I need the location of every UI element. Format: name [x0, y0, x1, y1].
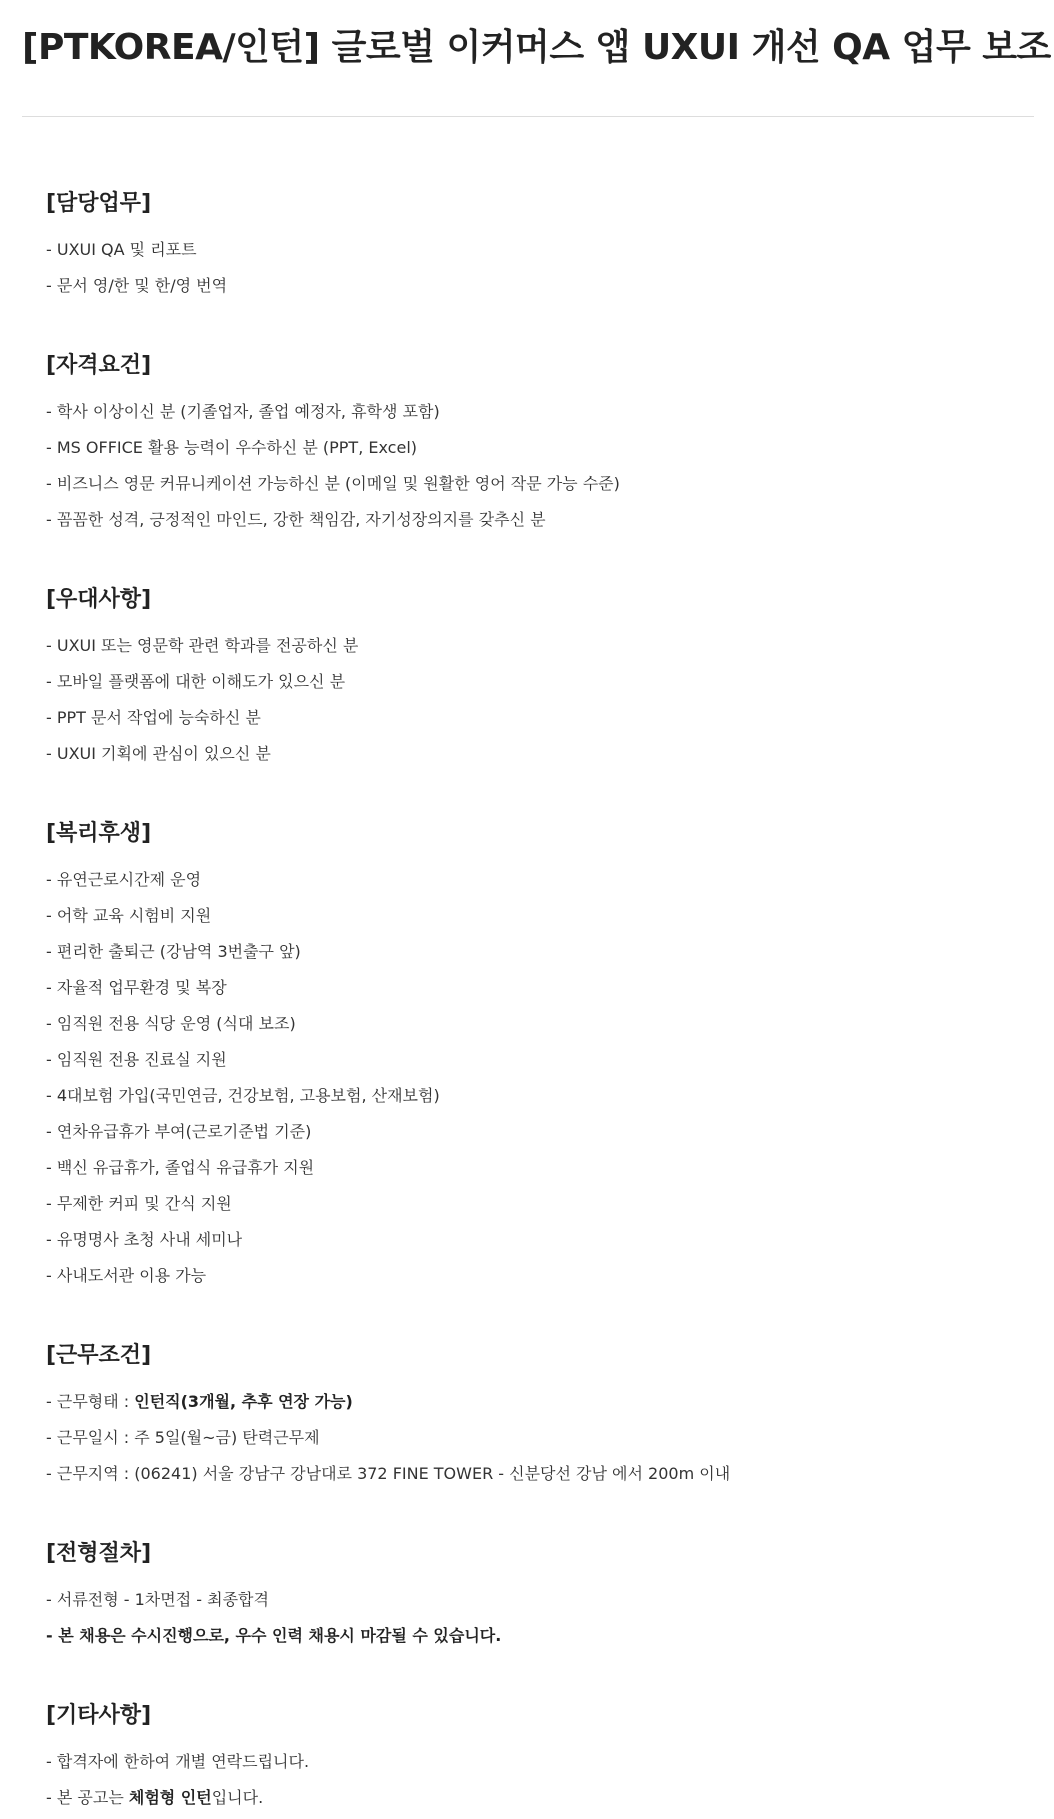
work-type-label: - 근무형태 : — [46, 1392, 135, 1411]
section-etc — [46, 1688, 1026, 1816]
list-item: - 꼼꼼한 성격, 긍정적인 마인드, 강한 책임감, 자기성장의지를 갖추신 분 — [46, 510, 546, 529]
list-item: - 편리한 출퇴근 (강남역 3번출구 앞) — [46, 942, 301, 961]
job-description — [46, 176, 1026, 1816]
section-heading: [근무조건] — [46, 1343, 152, 1368]
title-divider — [22, 116, 1034, 117]
list-item-intern-notice — [46, 1780, 1026, 1816]
section-preferences — [46, 572, 1026, 772]
list-item: - 무제한 커피 및 간식 지원 — [46, 1194, 232, 1213]
list-item-contact: - 합격자에 한하여 개별 연락드립니다. — [46, 1752, 310, 1771]
list-item: - 백신 유급휴가, 졸업식 유급휴가 지원 — [46, 1158, 315, 1177]
list-item: - 비즈니스 영문 커뮤니케이션 가능하신 분 (이메일 및 원활한 영어 작문 가능 수준) — [46, 474, 620, 493]
list-item: - UXUI QA 및 리포트 — [46, 240, 197, 259]
list-item: - 사내도서관 이용 가능 — [46, 1266, 207, 1285]
section-duties — [46, 176, 1026, 304]
list-item: - 문서 영/한 및 한/영 번역 — [46, 276, 228, 295]
list-item-process-notice: - 본 채용은 수시진행으로, 우수 인력 채용시 마감될 수 있습니다. — [46, 1626, 502, 1645]
section-heading: [기타사항] — [46, 1703, 152, 1728]
list-item: - 유명명사 초청 사내 세미나 — [46, 1230, 243, 1249]
qualifications-list — [46, 394, 1026, 538]
section-heading: [우대사항] — [46, 587, 152, 612]
list-item: - MS OFFICE 활용 능력이 우수하신 분 (PPT, Excel) — [46, 438, 418, 457]
intern-notice-prefix: - 본 공고는 — [46, 1788, 129, 1807]
page-title: [PTKOREA/인턴] 글로벌 이커머스 앱 UXUI 개선 QA 업무 보조 — [22, 27, 1051, 68]
section-benefits — [46, 806, 1026, 1294]
list-item: - 임직원 전용 진료실 지원 — [46, 1050, 227, 1069]
section-qualifications — [46, 338, 1026, 538]
list-item: - 학사 이상이신 분 (기졸업자, 졸업 예정자, 휴학생 포함) — [46, 402, 440, 421]
list-item: - PPT 문서 작업에 능숙하신 분 — [46, 708, 261, 727]
list-item-process-steps: - 서류전형 - 1차면접 - 최종합격 — [46, 1590, 269, 1609]
list-item-work-type — [46, 1384, 1026, 1420]
list-item: - UXUI 기획에 관심이 있으신 분 — [46, 744, 271, 763]
work-type-value: 인턴직(3개월, 추후 연장 가능) — [134, 1392, 353, 1411]
process-list — [46, 1582, 1026, 1654]
section-heading: [전형절차] — [46, 1541, 152, 1566]
duties-list — [46, 232, 1026, 304]
intern-notice-suffix: 입니다. — [211, 1788, 264, 1807]
list-item: - 어학 교육 시험비 지원 — [46, 906, 212, 925]
list-item: - 자율적 업무환경 및 복장 — [46, 978, 227, 997]
preferences-list — [46, 628, 1026, 772]
list-item: - 모바일 플랫폼에 대한 이해도가 있으신 분 — [46, 672, 346, 691]
list-item-work-location: - 근무지역 : (06241) 서울 강남구 강남대로 372 FINE TOWER - 신분당선 강남 에서 200m 이내 — [46, 1464, 731, 1483]
work-conditions-list — [46, 1384, 1026, 1492]
list-item: - 연차유급휴가 부여(근로기준법 기준) — [46, 1122, 312, 1141]
list-item: - 유연근로시간제 운영 — [46, 870, 202, 889]
list-item: - 임직원 전용 식당 운영 (식대 보조) — [46, 1014, 296, 1033]
section-heading: [담당업무] — [46, 191, 152, 216]
list-item: - UXUI 또는 영문학 관련 학과를 전공하신 분 — [46, 636, 359, 655]
benefits-list — [46, 862, 1026, 1294]
section-hiring-process — [46, 1526, 1026, 1654]
intern-notice-strong: 체험형 인턴 — [128, 1788, 212, 1807]
list-item: - 4대보험 가입(국민연금, 건강보험, 고용보험, 산재보험) — [46, 1086, 440, 1105]
section-heading: [복리후생] — [46, 821, 152, 846]
etc-list — [46, 1744, 1026, 1816]
section-heading: [자격요건] — [46, 353, 152, 378]
section-work-conditions — [46, 1328, 1026, 1492]
list-item-work-schedule: - 근무일시 : 주 5일(월~금) 탄력근무제 — [46, 1428, 320, 1447]
